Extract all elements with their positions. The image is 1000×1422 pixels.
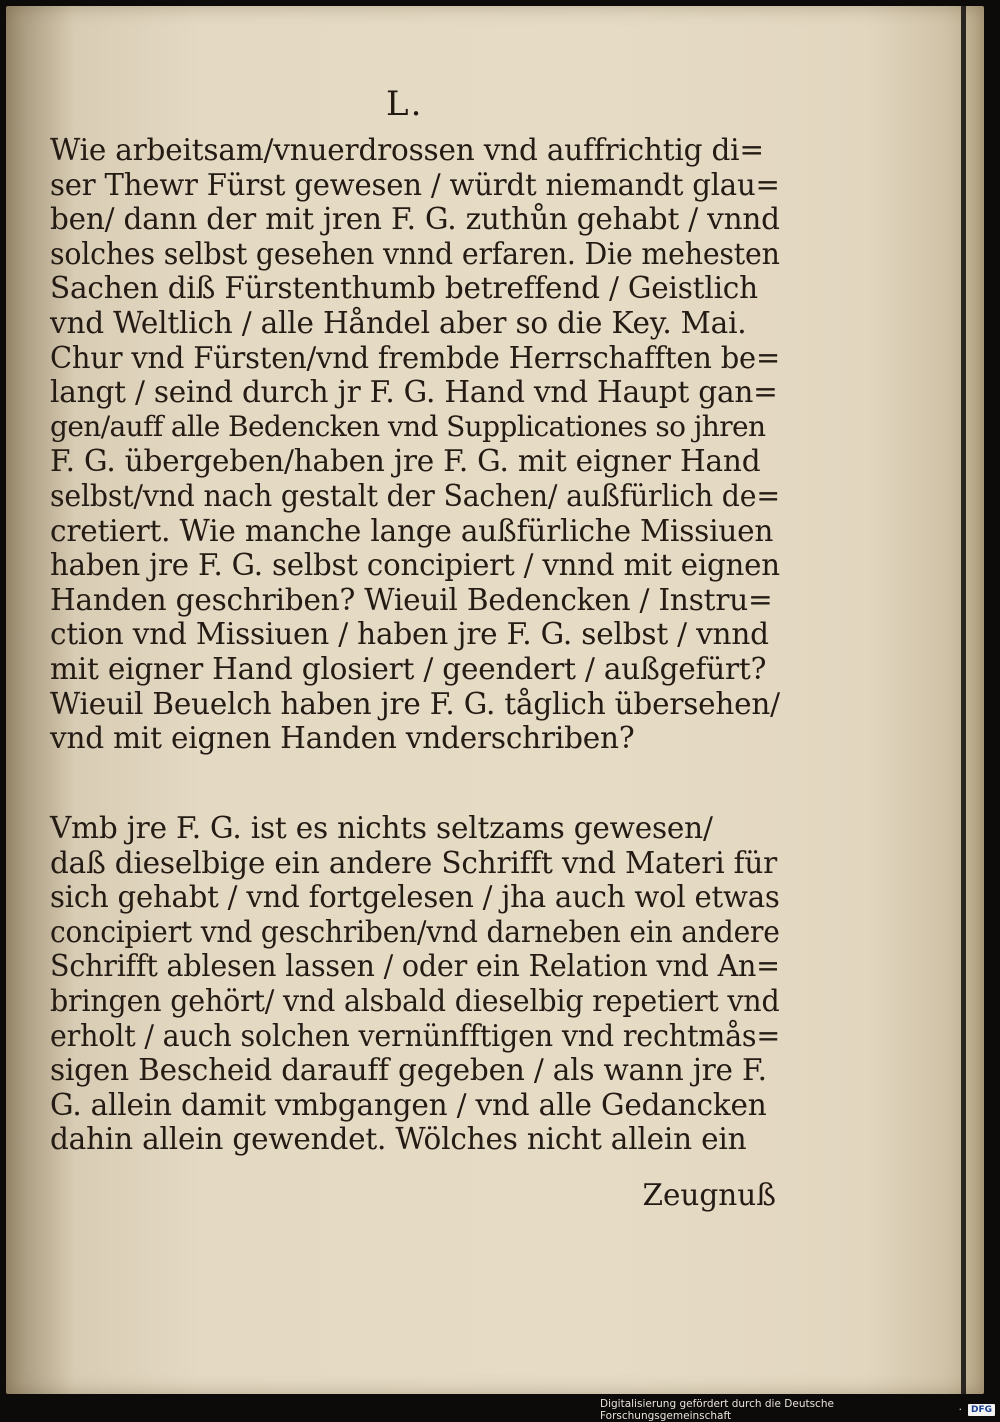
text-line: sigen Bescheid darauff gegeben / als wann jre F. — [50, 1053, 767, 1088]
text-line: ction vnd Missiuen / haben jre F. G. selbst / vnnd — [50, 617, 769, 652]
catchword: Zeugnuß — [642, 1178, 776, 1212]
text-line: Wieuil Beuelch haben jre F. G. tåglich übersehen/ — [50, 686, 780, 721]
text-line: haben jre F. G. selbst concipiert / vnnd mit eignen — [50, 548, 780, 583]
text-line: erholt / auch solchen vernünfftigen vnd rechtmås= — [50, 1018, 781, 1053]
dfg-logo-icon: DFG — [968, 1404, 995, 1416]
text-line: Wie arbeitsam/vnuerdrossen vnd auffrichtig di= — [50, 133, 764, 167]
book-page — [6, 6, 984, 1394]
text-line: mit eigner Hand glosiert / geendert / außgefürt? — [50, 651, 767, 686]
text-line: vnd mit eignen Handen vnderschriben? — [50, 721, 635, 756]
text-line: bringen gehört/ vnd alsbald dieselbig repetiert vnd — [50, 983, 780, 1018]
text-line: Schrifft ablesen lassen / oder ein Relation vnd An= — [50, 949, 780, 984]
text-line: Sachen diß Fürstenthumb betreffend / Geistlich — [50, 271, 758, 306]
text-line: daß dieselbige ein andere Schrifft vnd Materi für — [50, 845, 778, 880]
text-line: Chur vnd Fürsten/vnd frembde Herrschafften be= — [50, 340, 780, 375]
footer-credit: Digitalisierung gefördert durch die Deutsche Forschungsgemeinschaft — [600, 1398, 834, 1422]
text-line: F. G. übergeben/haben jre F. G. mit eigner Hand — [50, 444, 761, 479]
text-line: vnd Weltlich / alle Håndel aber so die Key. Mai. — [50, 305, 747, 340]
text-line: concipiert vnd geschriben/vnd darneben ein andere — [50, 914, 780, 949]
text-line: G. allein damit vmbgangen / vnd alle Gedancken — [50, 1087, 767, 1122]
text-line: ben/ dann der mit jren F. G. zuthůn gehabt / vnnd — [50, 202, 780, 237]
digitization-footer — [600, 1398, 995, 1422]
paragraph-1 — [50, 133, 780, 756]
text-line: cretiert. Wie manche lange außfürliche Missiuen — [50, 513, 774, 548]
text-line: Handen geschriben? Wieuil Bedencken / Instru= — [50, 582, 773, 617]
text-line: solches selbst gesehen vnnd erfaren. Die mehesten — [50, 236, 780, 271]
footer-separator: · — [958, 1404, 962, 1416]
text-line: gen/auff alle Bedencken vnd Supplicationes so jhren — [50, 409, 766, 443]
text-line: dahin allein gewendet. Wölches nicht allein ein — [50, 1122, 747, 1157]
text-line: ser Thewr Fürst gewesen / würdt niemandt glau= — [50, 167, 780, 202]
scan-divider — [961, 6, 966, 1394]
text-line: selbst/vnd nach gestalt der Sachen/ außfürlich de= — [50, 478, 780, 513]
page-folio: L. — [386, 84, 424, 124]
text-line: langt / seind durch jr F. G. Hand vnd Haupt gan= — [50, 375, 778, 410]
text-line: Vmb jre F. G. ist es nichts seltzams gewesen/ — [50, 811, 713, 845]
text-line: sich gehabt / vnd fortgelesen / jha auch wol etwas — [50, 880, 780, 915]
paragraph-2 — [50, 811, 780, 1157]
